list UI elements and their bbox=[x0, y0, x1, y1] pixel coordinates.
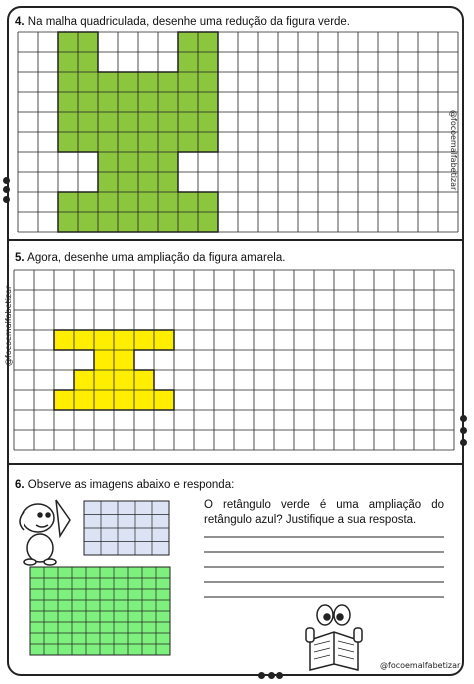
question-5-number: 5. bbox=[15, 252, 25, 264]
question-5-text: Agora, desenhe uma ampliação da figura amarela. bbox=[27, 252, 286, 264]
watermark-right: @focoemalfabetizar bbox=[449, 110, 458, 191]
watermark-left: @focoemalfabetizar bbox=[4, 285, 13, 366]
puppy-with-pencil-icon bbox=[20, 500, 70, 565]
question-4-text: Na malha quadriculada, desenhe uma redução da figura verde. bbox=[27, 16, 351, 28]
question-4-number: 4. bbox=[15, 16, 25, 28]
reading-character-icon bbox=[306, 605, 362, 670]
question-6-text: Observe as imagens abaixo e responda: bbox=[27, 479, 235, 491]
question-6-number: 6. bbox=[15, 479, 25, 491]
question-6-prompt: O retângulo verde é uma ampliação do retângulo azul? Justifique a sua resposta. bbox=[204, 499, 444, 526]
watermark-bottom: @focoemalfabetizar bbox=[380, 661, 461, 670]
